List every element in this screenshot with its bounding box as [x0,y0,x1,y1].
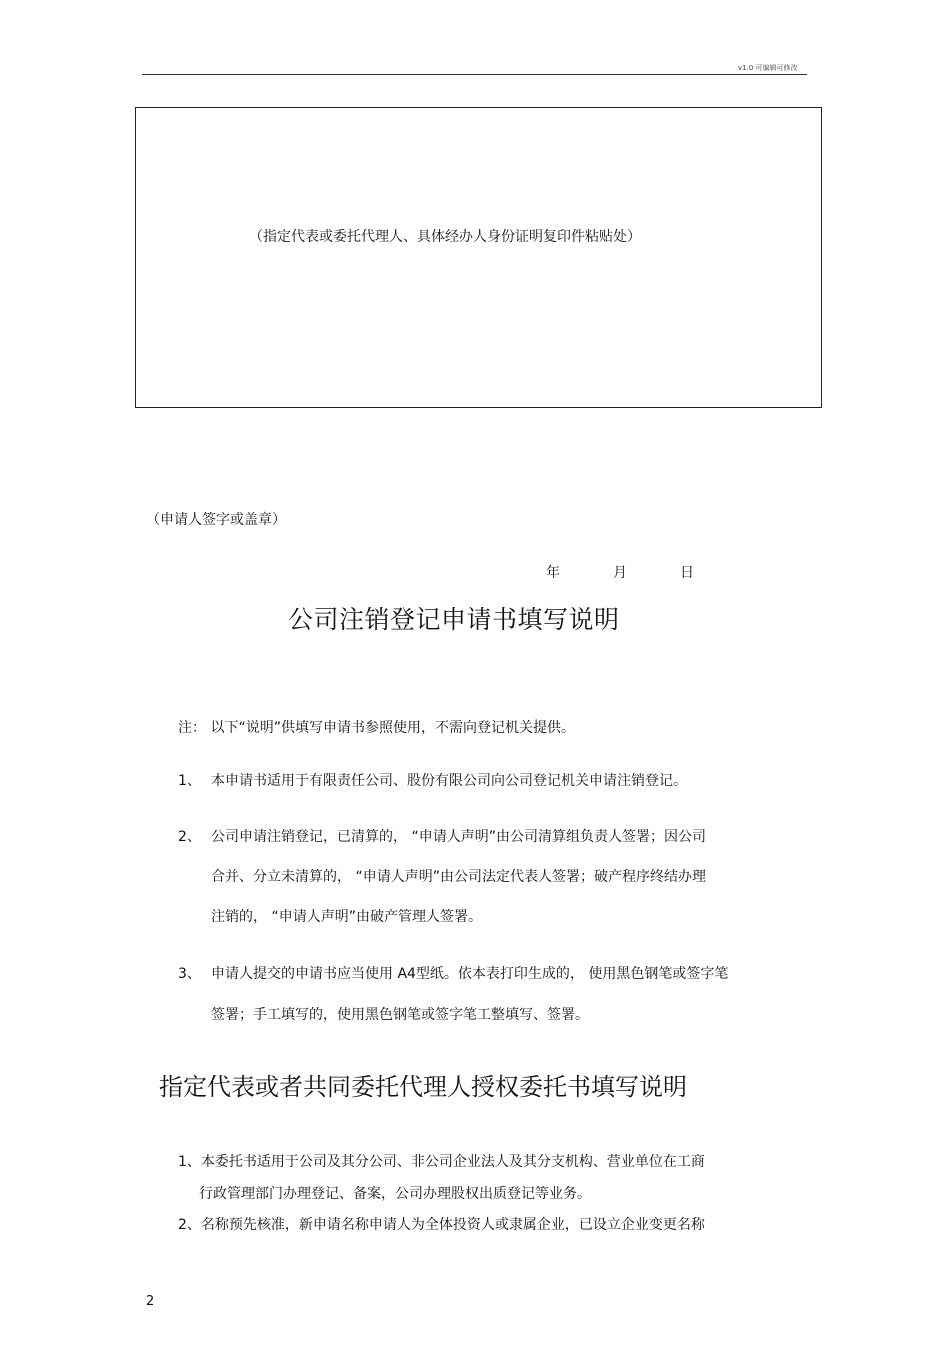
id-copy-paste-box [135,107,822,408]
section2-line-1: 1、本委托书适用于公司及其分公司、非公司企业法人及其分支机构、营业单位在工商 [178,1154,705,1170]
section1-item-2-line-3: 注销的， “申请人声明”由破产管理人签署。 [211,909,482,925]
section1-item-3-line-1: 申请人提交的申请书应当使用 A4型纸。依本表打印生成的， 使用黑色钢笔或签字笔 [211,966,729,982]
paste-box-label: （指定代表或委托代理人、具体经办人身份证明复印件粘贴处） [249,229,641,245]
date-month: 月 [613,565,627,581]
section1-item-3-num: 3、 [178,966,201,982]
header-rule [142,74,807,75]
section2-line-3: 2、名称预先核准，新申请名称申请人为全体投资人或隶属企业，已设立企业变更名称 [178,1217,705,1233]
header-version: v1.0 可编辑可修改 [738,64,798,72]
date-day: 日 [680,565,694,581]
section1-note: 注： 以下“说明”供填写申请书参照使用，不需向登记机关提供。 [178,720,575,736]
section1-item-2-line-2: 合并、分立未清算的， “申请人声明”由公司法定代表人签署；破产程序终结办理 [211,869,706,885]
section2-line-2: 行政管理部门办理登记、备案，公司办理股权出质登记等业务。 [199,1186,591,1202]
date-year: 年 [546,565,560,581]
page-number: 2 [146,1294,155,1309]
section1-item-2-num: 2、 [178,829,201,845]
section1-item-2-line-1: 公司申请注销登记，已清算的， “申请人声明”由公司清算组负责人签署；因公司 [211,829,706,845]
signature-label: （申请人签字或盖章） [146,512,286,528]
section2-title: 指定代表或者共同委托代理人授权委托书填写说明 [159,1073,687,1101]
section1-item-3-line-2: 签署；手工填写的，使用黑色钢笔或签字笔工整填写、签署。 [211,1007,589,1023]
section1-item-1-line-1: 本申请书适用于有限责任公司、股份有限公司向公司登记机关申请注销登记。 [211,773,687,789]
section1-item-1-num: 1、 [178,773,201,789]
section1-title: 公司注销登记申请书填写说明 [288,605,620,634]
